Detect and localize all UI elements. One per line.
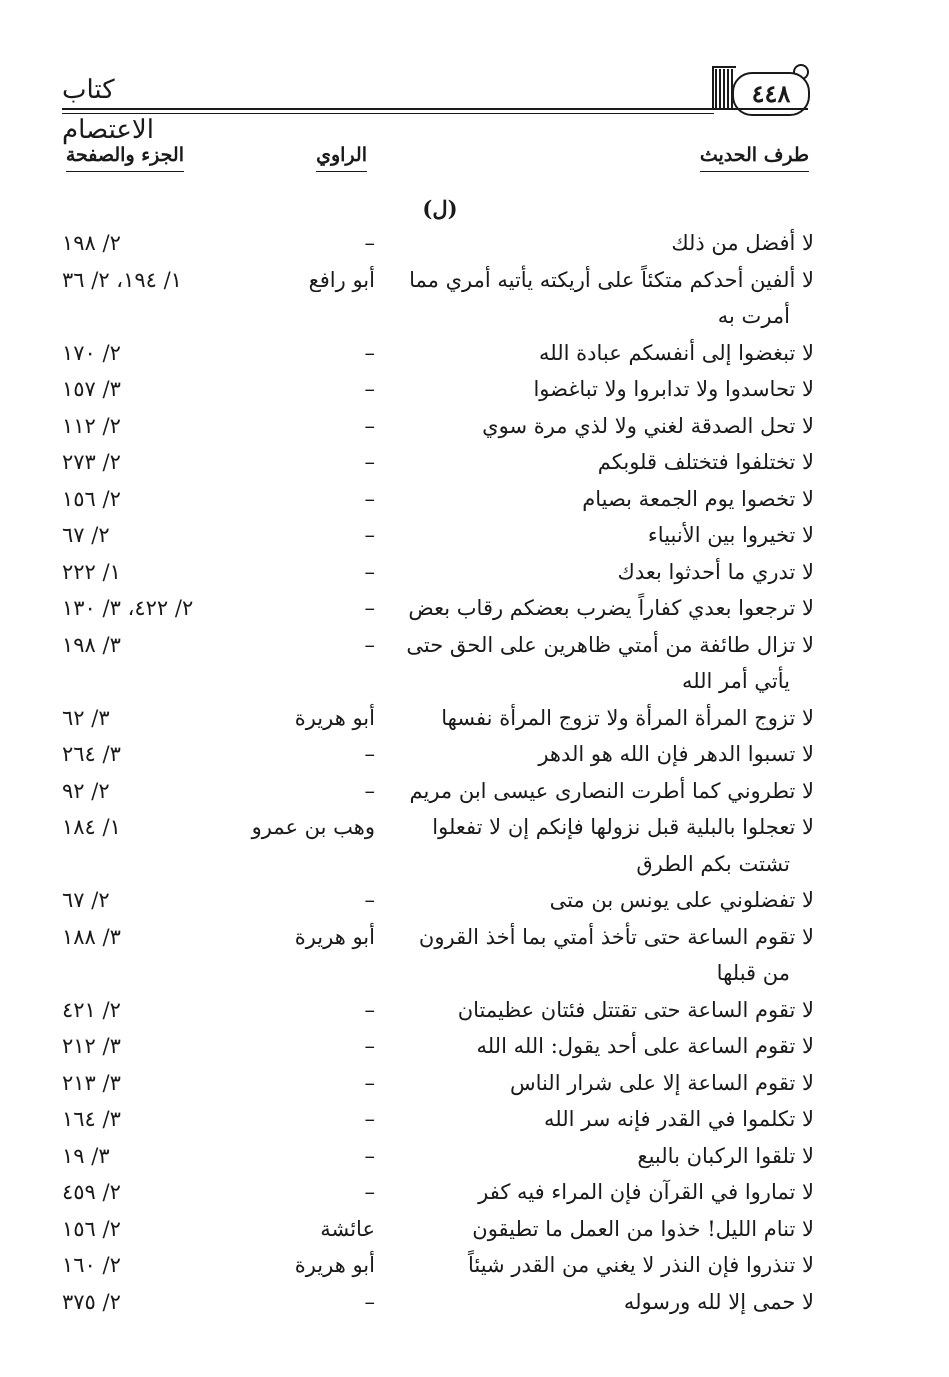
volume-page-reference: ١/ ١٩٤، ٢/ ٣٦ [62, 267, 182, 292]
hadith-line: لا تدري ما أحدثوا بعدك [617, 559, 814, 584]
hadith-text [394, 408, 814, 445]
hadith-line: لا تماروا في القرآن فإن المراء فيه كفر [478, 1180, 814, 1204]
list-item [0, 371, 949, 408]
volume-page-reference: ٢/ ٦٧ [62, 888, 110, 912]
hadith-line: لا تحل الصدقة لغني ولا لذي مرة سوي [482, 413, 814, 438]
rawi-name: – [364, 1070, 375, 1095]
list-item [0, 736, 949, 773]
hadith-line-continued: أمرت به [717, 304, 790, 328]
book-title: كتاب الاعتصام [62, 75, 154, 145]
hadith-text [394, 225, 814, 262]
rawi-name: – [364, 523, 375, 547]
hadith-text [394, 700, 814, 737]
hadith-line: لا تزال طائفة من أمتي ظاهرين على الحق حتى [406, 632, 814, 657]
rawi-name: – [364, 778, 375, 803]
hadith-line: لا تكلموا في القدر فإنه سر الله [544, 1107, 814, 1131]
volume-page-reference: ٣/ ١٨٨ [62, 924, 121, 949]
hadith-text [394, 1284, 814, 1321]
hadith-text [394, 627, 814, 700]
header-rule [62, 108, 808, 110]
rawi-name: – [364, 377, 375, 401]
volume-page-reference: ١/ ٢٢٢ [62, 559, 121, 584]
rawi-name: – [364, 1034, 375, 1058]
list-item [0, 1174, 949, 1211]
list-item [0, 590, 949, 627]
hadith-text [394, 919, 814, 992]
rawi-name: – [364, 340, 375, 365]
rawi-name: – [364, 1107, 375, 1131]
volume-page-reference: ١/ ١٨٤ [62, 815, 121, 839]
list-item [0, 1065, 949, 1102]
rawi-name: – [364, 450, 375, 474]
volume-page-reference: ٣/ ٦٢ [62, 705, 110, 730]
rawi-name: – [364, 888, 375, 912]
list-item [0, 517, 949, 554]
volume-page-reference: ٣/ ٢٦٤ [62, 742, 121, 766]
hadith-text [394, 736, 814, 773]
volume-page-reference: ٣/ ١٦٤ [62, 1107, 121, 1131]
volume-page-reference: ٢/ ٤٢٢، ٣/ ١٣٠ [62, 596, 194, 620]
volume-page-reference: ٣/ ١٩ [62, 1143, 110, 1168]
volume-page-reference: ٢/ ١١٢ [62, 413, 121, 438]
hadith-line: لا تسبوا الدهر فإن الله هو الدهر [538, 742, 814, 766]
list-item [0, 225, 949, 262]
rawi-name: وهب بن عمرو [251, 815, 375, 839]
rawi-name: عائشة [320, 1216, 375, 1241]
header-ornament-stripes [715, 69, 734, 108]
volume-page-reference: ٢/ ٦٧ [62, 523, 110, 547]
list-item [0, 408, 949, 445]
hadith-text [394, 773, 814, 810]
list-item [0, 882, 949, 919]
list-item [0, 1211, 949, 1248]
rawi-name: – [364, 997, 375, 1022]
hadith-line: لا تفضلوني على يونس بن متى [549, 888, 814, 912]
column-header-rawi: الراوي [316, 140, 367, 172]
hadith-line: لا ترجعوا بعدي كفاراً يضرب بعضكم رقاب بعض [408, 596, 814, 620]
hadith-text [394, 1028, 814, 1065]
hadith-text [394, 444, 814, 481]
hadith-text [394, 1174, 814, 1211]
hadith-line-continued: من قبلها [716, 961, 790, 985]
volume-page-reference: ٣/ ١٥٧ [62, 377, 121, 401]
list-item [0, 992, 949, 1029]
volume-page-reference: ٣/ ٢١٣ [62, 1070, 121, 1095]
list-item [0, 444, 949, 481]
list-item [0, 1247, 949, 1284]
volume-page-reference: ٣/ ٢١٢ [62, 1034, 121, 1058]
list-item [0, 773, 949, 810]
hadith-line: لا تنام الليل! خذوا من العمل ما تطيقون [472, 1216, 814, 1241]
section-letter: (ل) [422, 196, 458, 221]
hadith-line: لا تختلفوا فتختلف قلوبكم [597, 450, 814, 474]
hadith-line: لا تقوم الساعة حتى تقتتل فئتان عظيمتان [457, 997, 814, 1022]
rawi-name: أبو رافع [308, 267, 375, 292]
rawi-name: – [364, 559, 375, 584]
hadith-line: لا تلقوا الركبان بالبيع [637, 1143, 814, 1168]
hadith-text [394, 1211, 814, 1248]
hadith-line: لا تزوج المرأة المرأة ولا تزوج المرأة نفسها [441, 705, 814, 730]
hadith-text [394, 809, 814, 882]
list-item [0, 1028, 949, 1065]
list-item [0, 700, 949, 737]
list-item [0, 1138, 949, 1175]
hadith-line: لا ألفين أحدكم متكئاً على أريكته يأتيه أمري مما [409, 267, 814, 292]
hadith-text [394, 517, 814, 554]
rawi-name: – [364, 1180, 375, 1204]
hadith-text [394, 371, 814, 408]
page-number: ٤٤٨ [732, 72, 810, 116]
list-item [0, 1101, 949, 1138]
column-header-reference: الجزء والصفحة [66, 140, 184, 172]
volume-page-reference: ٢/ ١٦٠ [62, 1253, 121, 1277]
rawi-name: – [364, 413, 375, 438]
list-item [0, 481, 949, 518]
volume-page-reference: ٢/ ٢٧٣ [62, 450, 121, 474]
hadith-line: لا تخصوا يوم الجمعة بصيام [582, 486, 814, 511]
rawi-name: – [364, 632, 375, 657]
hadith-text [394, 1101, 814, 1138]
volume-page-reference: ٢/ ١٥٦ [62, 486, 121, 511]
hadith-line: لا تعجلوا بالبلية قبل نزولها فإنكم إن لا تفعلوا [432, 815, 814, 839]
header-rule-thin [62, 113, 714, 114]
hadith-line: لا تبغضوا إلى أنفسكم عبادة الله [539, 340, 814, 365]
hadith-text [394, 481, 814, 518]
rawi-name: – [364, 231, 375, 255]
list-item [0, 335, 949, 372]
hadith-line: لا تقوم الساعة على أحد يقول: الله الله [476, 1034, 814, 1058]
volume-page-reference: ٣/ ١٩٨ [62, 632, 121, 657]
volume-page-reference: ٢/ ١٥٦ [62, 1216, 121, 1241]
list-item [0, 919, 949, 992]
rawi-name: – [364, 742, 375, 766]
volume-page-reference: ٢/ ٣٧٥ [62, 1289, 121, 1314]
volume-page-reference: ٢/ ١٩٨ [62, 231, 121, 255]
hadith-line: لا تطروني كما أطرت النصارى عيسى ابن مريم [409, 778, 814, 803]
volume-page-reference: ٢/ ٤٥٩ [62, 1180, 121, 1204]
volume-page-reference: ٢/ ٤٢١ [62, 997, 121, 1022]
rawi-name: – [364, 486, 375, 511]
hadith-index-list [0, 225, 949, 1320]
volume-page-reference: ٢/ ٩٢ [62, 778, 110, 803]
hadith-line-continued: تشتت بكم الطرق [636, 851, 790, 876]
hadith-line: لا تحاسدوا ولا تدابروا ولا تباغضوا [533, 377, 814, 401]
hadith-text [394, 590, 814, 627]
hadith-line-continued: يأتي أمر الله [681, 669, 790, 693]
hadith-line: لا تقوم الساعة حتى تأخذ أمتي بما أخذ القرون [418, 924, 814, 949]
hadith-line: لا حمى إلا لله ورسوله [623, 1289, 814, 1314]
hadith-text [394, 992, 814, 1029]
hadith-line: لا أفضل من ذلك [671, 231, 814, 255]
hadith-text [394, 335, 814, 372]
list-item [0, 262, 949, 335]
rawi-name: – [364, 1289, 375, 1314]
rawi-name: أبو هريرة [294, 1253, 375, 1277]
volume-page-reference: ٢/ ١٧٠ [62, 340, 121, 365]
column-header-hadith: طرف الحديث [700, 140, 809, 172]
hadith-line: لا تخيروا بين الأنبياء [647, 523, 814, 547]
hadith-text [394, 1247, 814, 1284]
list-item [0, 554, 949, 591]
list-item [0, 1284, 949, 1321]
rawi-name: أبو هريرة [294, 705, 375, 730]
list-item [0, 809, 949, 882]
hadith-text [394, 554, 814, 591]
hadith-text [394, 1065, 814, 1102]
hadith-text [394, 1138, 814, 1175]
list-item [0, 627, 949, 700]
rawi-name: أبو هريرة [294, 924, 375, 949]
rawi-name: – [364, 596, 375, 620]
hadith-text [394, 882, 814, 919]
rawi-name: – [364, 1143, 375, 1168]
hadith-line: لا تقوم الساعة إلا على شرار الناس [509, 1070, 814, 1095]
hadith-text [394, 262, 814, 335]
hadith-line: لا تنذروا فإن النذر لا يغني من القدر شيئاً [467, 1253, 814, 1277]
